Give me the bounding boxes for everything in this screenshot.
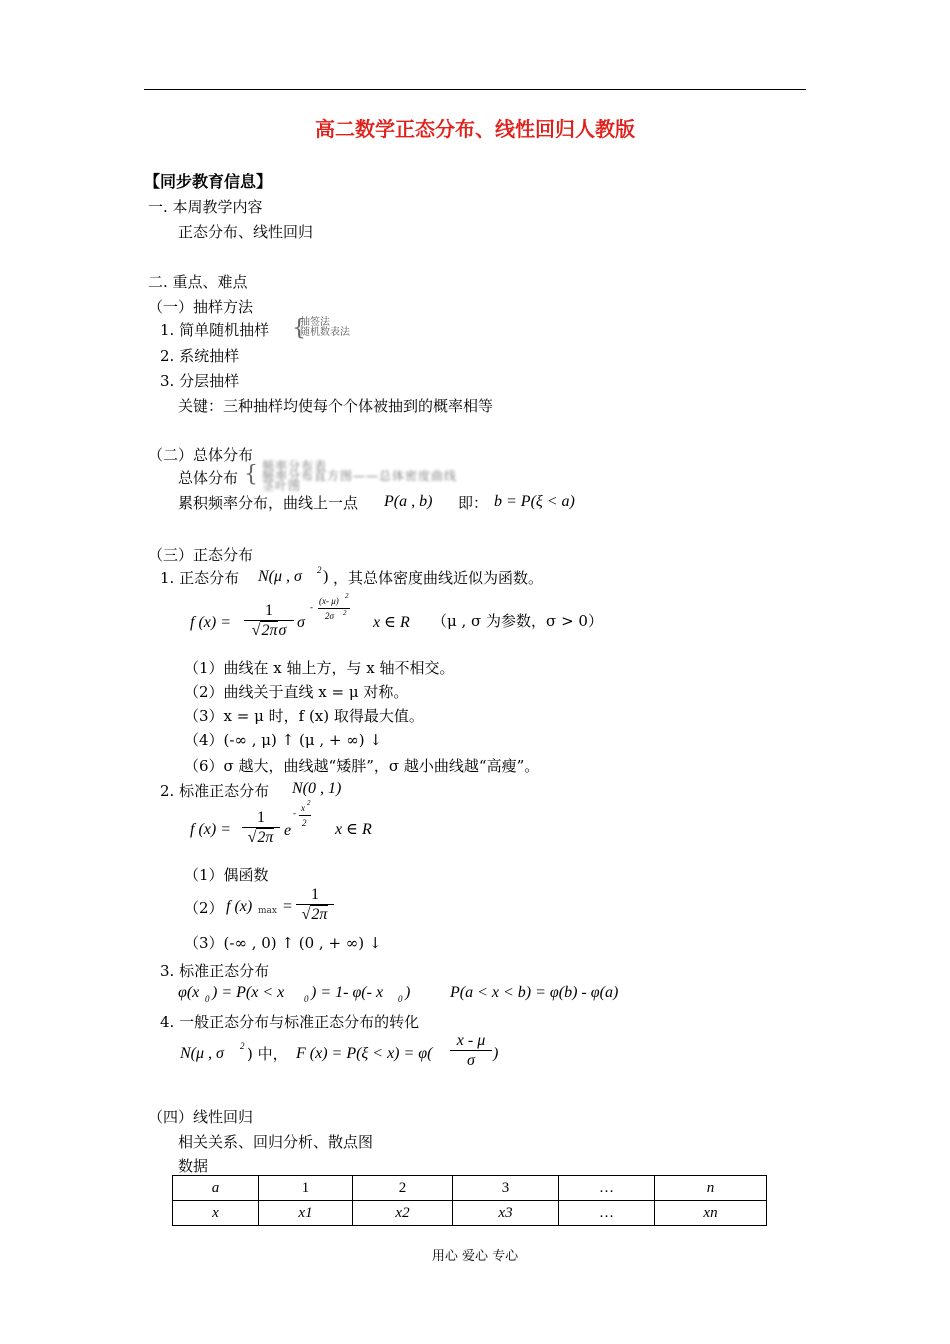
prop-6: （6）σ 越大，曲线越“矮胖”，σ 越小曲线越“高瘦”。 (184, 757, 540, 775)
phi-d: ) (405, 984, 411, 1001)
p1-item2: 2. 系统抽样 (160, 347, 240, 365)
brace: { (244, 462, 258, 487)
p2-line1: 总体分布 (178, 469, 239, 487)
page-footer: 用心 爱心 专心 (431, 1249, 519, 1264)
std-minus: - (293, 808, 296, 818)
phi-sub-b: 0 (304, 994, 309, 1004)
table-cell: a (173, 1176, 259, 1201)
std-max-sqrt: 2π (311, 906, 328, 923)
table-cell: … (559, 1176, 655, 1201)
table-cell: n (655, 1176, 767, 1201)
std-prop-2: （2） (184, 899, 224, 917)
prop-3: （3）x = μ 时，f (x) 取得最大值。 (184, 707, 424, 725)
s2-label: 二. 重点、难点 (148, 273, 248, 291)
p1-item1: 1. 简单随机抽样 (160, 321, 270, 339)
pdf-fx: f (x) = (190, 614, 231, 631)
table-cell: xn (655, 1201, 767, 1226)
p2-mid: 即： (458, 494, 489, 512)
std-fx: f (x) = (190, 821, 231, 838)
std-fraction: 1 √2π (242, 809, 280, 848)
table-row (173, 1201, 767, 1226)
std-domain: x ∈ R (335, 821, 372, 838)
phi-c: ) = 1- φ(- x (311, 984, 384, 1001)
p1-brace-a: 抽签法 (300, 317, 330, 328)
pdf-sigma-den: σ (278, 622, 287, 639)
conv-den: σ (467, 1052, 475, 1069)
prop-1: （1）曲线在 x 轴上方，与 x 轴不相交。 (184, 659, 455, 677)
section-heading: 【同步教育信息】 (144, 172, 273, 191)
p2-brace-c: 茎叶图 (262, 479, 302, 493)
pdf-minus: - (310, 602, 313, 612)
phi-sub-a: 0 (205, 994, 210, 1004)
pdf-domain: x ∈ R (373, 614, 410, 631)
pdf-sqrt: 2π (261, 622, 278, 639)
pdf-param: （μ , σ 为参数，σ > 0） (432, 612, 603, 630)
p1-key: 关键：三种抽样均使每个个体被抽到的概率相等 (178, 397, 494, 415)
phi-sub-c: 0 (398, 994, 403, 1004)
pdf-fraction: 1 √2πσ (244, 602, 294, 641)
table-cell: x2 (353, 1201, 453, 1226)
table-cell: 1 (259, 1176, 353, 1201)
std-prop-3: （3）(-∞ , 0) ↑ (0 , + ∞) ↓ (184, 934, 382, 952)
prop-4: （4）(-∞ , μ) ↑ (μ , + ∞) ↓ (184, 731, 382, 749)
p3-N-sq: 2 (317, 565, 322, 575)
conv-F: F (x) = P(ξ < x) = φ( (296, 1045, 433, 1062)
p3-item1-rest: ，其总体密度曲线近似为函数。 (333, 569, 544, 587)
std-max-eq: = (283, 898, 293, 915)
conv-num: x - μ (456, 1032, 486, 1049)
brace: { (292, 316, 306, 341)
pdf-exp-bot-sq: 2 (343, 609, 347, 617)
p1-label: （一）抽样方法 (148, 298, 254, 316)
phi-b: ) = P(x < x (212, 984, 285, 1001)
p1-brace-b: 随机数表法 (300, 327, 350, 338)
std-max-num: 1 (311, 886, 319, 903)
p3-item2: 2. 标准正态分布 (160, 782, 270, 800)
p3-label: （三）正态分布 (148, 546, 254, 564)
page-title: 高二数学正态分布、线性回归人教版 (315, 117, 635, 141)
p4-line2: 数据 (178, 1157, 209, 1175)
p3-N-close: ) (323, 568, 329, 585)
std-exp-sq: 2 (307, 799, 311, 807)
table-cell: x1 (259, 1201, 353, 1226)
table-cell: … (559, 1201, 655, 1226)
p4-line1: 相关关系、回归分析、散点图 (178, 1133, 374, 1151)
std-max-sub: max (258, 906, 277, 916)
pdf-sigma: σ (297, 614, 305, 631)
table-cell: x3 (453, 1201, 559, 1226)
s1-label: 一. 本周教学内容 (148, 198, 263, 216)
p2-brace-b: 频率分布直方图——总体密度曲线 (262, 469, 458, 483)
p3-item3: 3. 标准正态分布 (160, 962, 270, 980)
p2-point: P(a , b) (384, 493, 433, 510)
pdf-exp-sq: 2 (345, 592, 349, 600)
header-rule (144, 89, 806, 90)
std-fmax: f (x) (226, 898, 253, 915)
p3-N: N(μ , σ (258, 568, 302, 585)
table-cell: 3 (453, 1176, 559, 1201)
phi-interval: P(a < x < b) = φ(b) - φ(a) (450, 984, 619, 1001)
table-cell: 2 (353, 1176, 453, 1201)
p1-item3: 3. 分层抽样 (160, 372, 240, 390)
conv-end: ) (493, 1045, 499, 1062)
p3-N01: N(0 , 1) (292, 780, 342, 797)
std-exp-top: x (301, 803, 305, 813)
phi-a: φ(x (178, 984, 200, 1001)
conv-b: ) 中， (247, 1045, 288, 1063)
p3-item4: 4. 一般正态分布与标准正态分布的转化 (160, 1013, 420, 1031)
p3-item1: 1. 正态分布 (160, 569, 240, 587)
std-max-fraction: 1 √2π (296, 886, 334, 925)
p2-line2: 累积频率分布，曲线上一点 (178, 494, 359, 512)
std-sqrt: 2π (257, 829, 274, 846)
std-e: e (284, 822, 292, 839)
pdf-num: 1 (265, 602, 273, 619)
p2-eq: b = P(ξ < a) (494, 493, 575, 510)
table-cell: x (173, 1201, 259, 1226)
table-row (173, 1176, 767, 1201)
s1-content: 正态分布、线性回归 (178, 223, 314, 241)
conv-sq: 2 (240, 1041, 245, 1051)
p4-label: （四）线性回归 (148, 1108, 254, 1126)
std-exp-bot: 2 (302, 818, 307, 828)
prop-2: （2）曲线关于直线 x = μ 对称。 (184, 683, 409, 701)
pdf-exp-top: (x- μ) (319, 596, 339, 606)
conv-N: N(μ , σ (180, 1045, 224, 1062)
std-prop-1: （1）偶函数 (184, 866, 269, 884)
pdf-exp-bot: 2σ (325, 611, 334, 621)
std-num: 1 (257, 809, 265, 826)
p2-label: （二）总体分布 (148, 446, 254, 464)
std-exp-bar (299, 815, 311, 816)
data-table (172, 1175, 767, 1226)
conv-fraction (450, 1032, 492, 1071)
p2-brace-a: 频率分布表 (262, 459, 328, 473)
